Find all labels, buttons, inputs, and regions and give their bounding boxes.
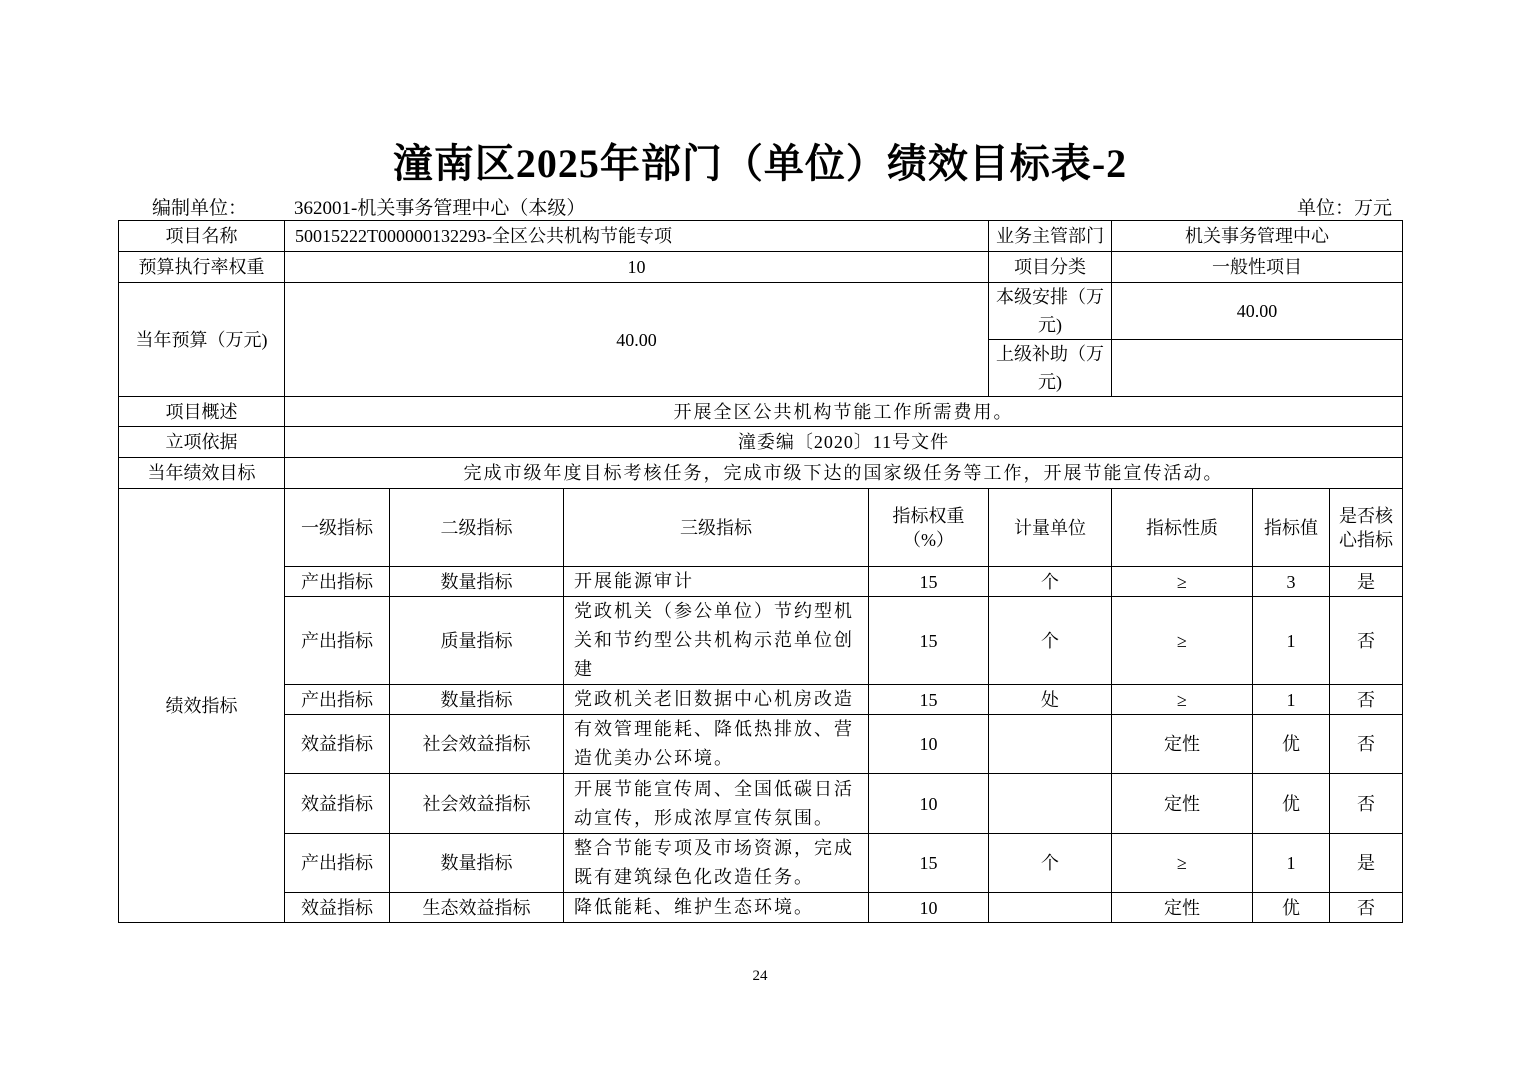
basis-label: 立项依据 — [119, 427, 285, 458]
table-row — [119, 834, 1403, 893]
table-row — [119, 685, 1403, 715]
row-level1: 产出指标 — [285, 567, 390, 597]
dept-value: 机关事务管理中心 — [1112, 221, 1403, 252]
row-nature: ≥ — [1112, 685, 1253, 715]
category-label: 项目分类 — [989, 252, 1112, 283]
row-level3: 党政机关（参公单位）节约型机关和节约型公共机构示范单位创建 — [564, 597, 869, 685]
upper-label: 上级补助（万元) — [989, 340, 1112, 397]
org-label: 编制单位： — [152, 198, 248, 219]
row-weight: 10 — [869, 893, 989, 923]
row-unit: 个 — [989, 597, 1112, 685]
row-level3: 降低能耗、维护生态环境。 — [564, 893, 869, 923]
row-level2: 社会效益指标 — [390, 774, 564, 834]
row-weight: 10 — [869, 774, 989, 834]
project-name-value: 50015222T000000132293-全区公共机构节能专项 — [285, 221, 989, 252]
row-unit — [989, 893, 1112, 923]
overview-label: 项目概述 — [119, 397, 285, 427]
row-level1: 产出指标 — [285, 685, 390, 715]
weight-label: 预算执行率权重 — [119, 252, 285, 283]
weight-value: 10 — [285, 252, 989, 283]
header-core: 是否核心指标 — [1330, 489, 1403, 567]
indicators-label: 绩效指标 — [119, 489, 285, 923]
goal-value: 完成市级年度目标考核任务，完成市级下达的国家级任务等工作，开展节能宣传活动。 — [285, 458, 1403, 489]
basis-value: 潼委编〔2020〕11号文件 — [285, 427, 1403, 458]
overview-value: 开展全区公共机构节能工作所需费用。 — [285, 397, 1403, 427]
table-row — [119, 567, 1403, 597]
header-level3: 三级指标 — [564, 489, 869, 567]
unit-label: 单位：万元 — [1296, 198, 1392, 219]
row-core: 否 — [1330, 715, 1403, 774]
row-nature: ≥ — [1112, 834, 1253, 893]
row-weight: 15 — [869, 567, 989, 597]
row-unit — [989, 715, 1112, 774]
row-value: 1 — [1253, 597, 1330, 685]
row-core: 否 — [1330, 893, 1403, 923]
row-value: 1 — [1253, 685, 1330, 715]
header-unit: 计量单位 — [989, 489, 1112, 567]
page-number: 24 — [752, 968, 768, 984]
row-level2: 数量指标 — [390, 685, 564, 715]
row-unit — [989, 774, 1112, 834]
dept-label: 业务主管部门 — [989, 221, 1112, 252]
row-level2: 质量指标 — [390, 597, 564, 685]
table-row — [119, 597, 1403, 685]
row-value: 优 — [1253, 774, 1330, 834]
row-weight: 15 — [869, 834, 989, 893]
page-title: 潼南区2025年部门（单位）绩效目标表-2 — [392, 141, 1128, 186]
row-level1: 效益指标 — [285, 774, 390, 834]
row-unit: 个 — [989, 834, 1112, 893]
row-value: 优 — [1253, 715, 1330, 774]
row-value: 优 — [1253, 893, 1330, 923]
budget-value: 40.00 — [285, 283, 989, 397]
row-level2: 数量指标 — [390, 567, 564, 597]
row-core: 否 — [1330, 597, 1403, 685]
row-nature: 定性 — [1112, 774, 1253, 834]
row-level1: 产出指标 — [285, 597, 390, 685]
row-core: 是 — [1330, 834, 1403, 893]
row-level3: 开展能源审计 — [564, 567, 869, 597]
row-nature: ≥ — [1112, 597, 1253, 685]
performance-table — [118, 220, 1403, 923]
header-level1: 一级指标 — [285, 489, 390, 567]
row-core: 否 — [1330, 685, 1403, 715]
row-level3: 党政机关老旧数据中心机房改造 — [564, 685, 869, 715]
row-level3: 开展节能宣传周、全国低碳日活动宣传，形成浓厚宣传氛围。 — [564, 774, 869, 834]
row-nature: 定性 — [1112, 893, 1253, 923]
row-value: 3 — [1253, 567, 1330, 597]
row-nature: 定性 — [1112, 715, 1253, 774]
category-value: 一般性项目 — [1112, 252, 1403, 283]
row-weight: 10 — [869, 715, 989, 774]
project-name-label: 项目名称 — [119, 221, 285, 252]
row-level1: 效益指标 — [285, 715, 390, 774]
row-level2: 社会效益指标 — [390, 715, 564, 774]
row-weight: 15 — [869, 597, 989, 685]
row-core: 否 — [1330, 774, 1403, 834]
row-unit: 个 — [989, 567, 1112, 597]
row-core: 是 — [1330, 567, 1403, 597]
header-value: 指标值 — [1253, 489, 1330, 567]
row-weight: 15 — [869, 685, 989, 715]
row-level2: 数量指标 — [390, 834, 564, 893]
row-level2: 生态效益指标 — [390, 893, 564, 923]
row-unit: 处 — [989, 685, 1112, 715]
row-nature: ≥ — [1112, 567, 1253, 597]
local-value: 40.00 — [1112, 283, 1403, 340]
row-level3: 有效管理能耗、降低热排放、营造优美办公环境。 — [564, 715, 869, 774]
table-row — [119, 774, 1403, 834]
budget-label: 当年预算（万元) — [119, 283, 285, 397]
header-weight: 指标权重（%） — [869, 489, 989, 567]
header-level2: 二级指标 — [390, 489, 564, 567]
local-label: 本级安排（万元) — [989, 283, 1112, 340]
table-row — [119, 715, 1403, 774]
row-level3: 整合节能专项及市场资源，完成既有建筑绿色化改造任务。 — [564, 834, 869, 893]
goal-label: 当年绩效目标 — [119, 458, 285, 489]
row-level1: 产出指标 — [285, 834, 390, 893]
row-value: 1 — [1253, 834, 1330, 893]
org-value: 362001-机关事务管理中心（本级） — [294, 198, 586, 219]
table-row — [119, 893, 1403, 923]
header-nature: 指标性质 — [1112, 489, 1253, 567]
upper-value — [1112, 340, 1403, 397]
row-level1: 效益指标 — [285, 893, 390, 923]
